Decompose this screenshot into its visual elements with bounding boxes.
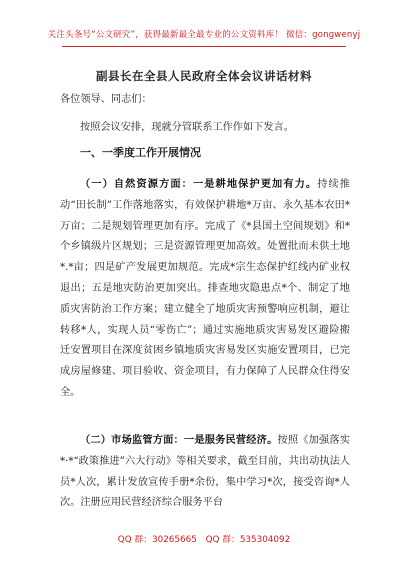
salutation: 各位领导、同志们： xyxy=(60,94,152,105)
promo-header: 关注头条号“公文研究”，获得最新最全最专业的公文资料库！ 微信：gongwenyj xyxy=(47,30,361,40)
footer-contacts xyxy=(0,532,408,545)
intro-paragraph: 按照会议安排，现就分管联系工作作如下发言。 xyxy=(80,122,294,133)
section-heading: 一、一季度工作开展情况 xyxy=(80,146,201,159)
paragraph-lead: （一）自然资源方面：一是耕地保护更加有力。 xyxy=(80,178,318,190)
paragraph-natural-resources xyxy=(60,174,350,404)
document-title: 副县长在全县人民政府全体会议讲话材料 xyxy=(96,69,312,83)
footer-qq-group-1: QQ 群：30265665 xyxy=(117,535,197,545)
paragraph-lead: （二）市场监管方面：一是服务民营经济。 xyxy=(80,434,278,446)
paragraph-market-supervision xyxy=(60,430,350,514)
paragraph-body: 按照《加强落实*·*“政策推进”六大行动》等相关要求，截至目前，共出动执法人员*人次，累计发放宣传手册*余份，集中学习*次，接受咨询*人次。注册应用民营经济综合服务平台 xyxy=(60,435,351,509)
footer-qq-group-2: QQ 群：535304092 xyxy=(205,535,291,545)
header-divider xyxy=(62,46,346,47)
paragraph-body: 持续推动“田长制”工作落地落实，有效保护耕地*万亩、永久基本农田*万亩；二是规划管理更加有序。完成了《*县国土空间规划》和*个乡镇级片区规划；三是资源管理更加高效。处置批而未供土地*.*亩；四是矿产发展更加规范。完成*宗生态保护红线内矿业权退出；五是地灾防治更加突出。排查地灾隐患点*个、制定了地质灾害防治工作方案；建立健全了地质灾害预警响应机制，避让转移*人，实现人员“零伤亡”；通过实施地质灾害易发区避险搬迁安置项目在深度贫困乡镇地质灾害易发区实施安置项目，已完成房屋修建、项目验收、资金项目，有力保障了人民群众住得安全。 xyxy=(60,179,350,398)
